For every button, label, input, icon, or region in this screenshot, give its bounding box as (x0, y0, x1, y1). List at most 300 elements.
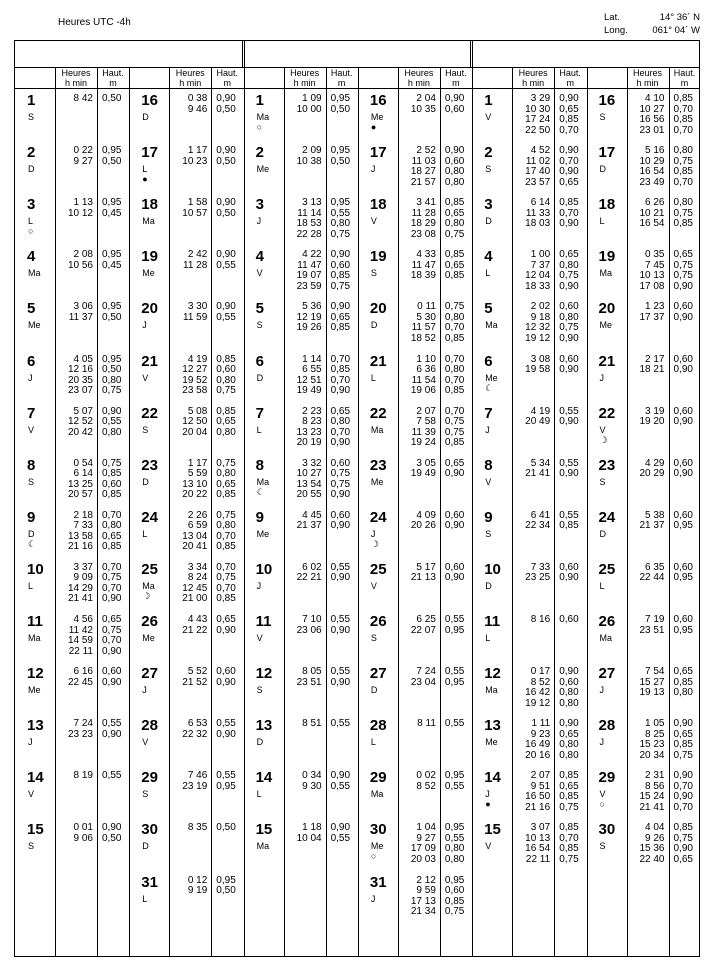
day-number: 7 (484, 404, 493, 422)
month-header-band (15, 41, 699, 68)
weekday-label: L (142, 528, 148, 539)
weekday-label: L (256, 789, 262, 800)
column-divider (284, 67, 285, 956)
month-header-cell (15, 41, 243, 67)
tide-times: 2 23 8 23 13 23 20 19 (296, 405, 322, 449)
tide-heights: 0,65 0,90 (216, 614, 236, 636)
day-number: 2 (27, 144, 36, 162)
tide-times: 8 19 (73, 770, 93, 782)
tide-heights: 0,85 0,75 0,90 0,65 (673, 822, 693, 865)
day-number: 23 (141, 456, 158, 474)
tide-heights: 0,90 0,65 0,85 (330, 301, 351, 334)
hours-label: Heures (518, 68, 548, 78)
weekday-label: Ma (256, 841, 270, 852)
day-number: 23 (598, 456, 616, 474)
height-column-header (554, 68, 586, 88)
tide-heights: 0,95 0,50 (102, 145, 122, 167)
weekday-label: Ma (142, 580, 155, 591)
weekday-label: Ma (599, 268, 613, 279)
day-number: 15 (484, 821, 501, 839)
first-quarter-icon: ☽ (599, 434, 608, 445)
weekday-label: Me (485, 737, 498, 748)
weekday-label: J (370, 528, 376, 539)
weekday-label: V (256, 633, 263, 643)
day-number: 11 (27, 613, 43, 630)
day-number: 1 (27, 92, 36, 109)
tide-times: 3 07 10 13 16 54 22 11 (525, 822, 551, 865)
tide-heights: 0,95 0,55 (444, 770, 465, 792)
weekday-label: D (599, 528, 606, 539)
tide-heights: 0,75 0,85 0,60 0,85 (102, 457, 122, 501)
tide-heights: 0,60 0,90 (673, 457, 693, 480)
first-quarter-icon: ☽ (370, 538, 379, 549)
tide-times: 3 08 19 58 (525, 353, 551, 375)
day-number: 4 (484, 248, 493, 266)
weekday-label: L (370, 737, 376, 748)
tide-heights: 0,55 0,95 (444, 614, 465, 636)
tide-heights: 0,85 0,70 0,85 0,75 (559, 822, 579, 865)
tide-times: 2 04 10 35 (410, 93, 436, 115)
weekday-label: Ma (28, 268, 41, 279)
weekday-label: D (485, 580, 492, 591)
tide-times: 4 22 11 47 19 07 23 59 (296, 249, 322, 292)
weekday-label: L (599, 580, 605, 591)
tide-times: 3 41 11 28 18 29 23 08 (410, 197, 436, 240)
day-number: 8 (484, 456, 493, 474)
tide-times: 5 36 12 19 19 26 (296, 301, 322, 334)
day-number: 12 (255, 665, 273, 683)
weekday-label: S (599, 841, 606, 852)
day-number: 14 (255, 769, 273, 787)
weekday-label: V (485, 841, 492, 852)
tide-heights: 0,55 0,90 (216, 718, 236, 740)
tide-heights: 0,90 0,50 (216, 93, 236, 115)
tide-times: 7 19 23 51 (639, 614, 665, 636)
new-moon-icon: ○ (370, 851, 377, 862)
day-number: 23 (369, 456, 387, 474)
tide-heights: 0,75 0,80 0,65 0,85 (216, 457, 236, 501)
day-number: 10 (255, 560, 273, 578)
day-number: 22 (141, 404, 158, 422)
h-min-label: h min (522, 78, 545, 88)
weekday-label: J (599, 685, 604, 696)
latitude-value: 14° 36´ N (659, 12, 700, 23)
tide-heights: 0,55 0,90 (330, 666, 351, 688)
weekday-label: L (256, 424, 262, 435)
day-number: 16 (141, 92, 158, 109)
tide-times: 2 26 6 59 13 04 20 41 (182, 509, 208, 553)
weekday-label: D (370, 320, 378, 331)
tide-heights: 0,60 0,90 (444, 561, 465, 584)
weekday-label: S (142, 789, 149, 800)
tide-times: 2 17 18 21 (639, 353, 665, 375)
tide-times: 0 22 9 27 (73, 145, 93, 167)
full-moon-icon: ● (142, 174, 148, 185)
tide-heights: 0,55 0,90 (559, 405, 579, 428)
tide-heights: 0,60 0,90 (330, 509, 351, 532)
day-number: 3 (27, 196, 36, 214)
tide-times: 0 54 6 14 13 25 20 57 (67, 457, 93, 501)
day-number: 9 (255, 508, 264, 526)
tide-heights: 0,55 0,90 (102, 718, 122, 740)
day-number: 12 (484, 665, 501, 683)
day-number: 20 (141, 300, 158, 318)
hours-column-header (398, 68, 440, 88)
tide-heights: 0,95 0,50 0,80 0,75 (102, 353, 122, 396)
column-divider (129, 67, 130, 956)
weekday-label: Ma (28, 633, 41, 643)
weekday-label: Ma (370, 424, 384, 435)
day-number: 21 (598, 352, 616, 370)
tide-heights: 0,60 0,95 (673, 614, 693, 636)
weekday-label: S (370, 633, 377, 643)
day-number: 5 (255, 300, 264, 318)
tide-heights: 0,60 0,90 (559, 561, 579, 584)
meters-label: m (452, 78, 460, 88)
day-number: 30 (141, 821, 158, 839)
day-number: 3 (255, 196, 264, 214)
weekday-label: Ma (142, 216, 155, 227)
tide-heights: 0,85 0,70 0,85 0,70 (673, 93, 693, 136)
tide-heights: 0,55 0,90 (330, 614, 351, 636)
tide-times: 0 35 7 45 10 13 17 08 (639, 249, 665, 292)
tide-times: 4 29 20 29 (639, 457, 665, 480)
weekday-label: J (256, 216, 262, 227)
day-number: 19 (598, 248, 616, 266)
weekday-label: D (370, 685, 378, 696)
height-column-header (326, 68, 358, 88)
day-number: 13 (255, 717, 273, 735)
full-moon-icon: ● (370, 122, 377, 132)
weekday-label: S (28, 841, 35, 852)
day-number: 5 (27, 300, 36, 318)
tide-heights: 0,90 0,65 0,85 0,70 (559, 93, 579, 136)
tide-times: 0 11 5 30 11 57 18 52 (410, 301, 436, 344)
tide-times: 5 52 21 52 (182, 666, 208, 688)
day-number: 17 (369, 144, 387, 162)
weekday-label: D (256, 737, 264, 748)
day-number: 4 (27, 248, 36, 266)
tide-times: 5 38 21 37 (639, 509, 665, 532)
tide-times: 4 10 10 27 16 56 23 01 (639, 93, 665, 136)
tide-times: 6 16 22 45 (67, 666, 93, 688)
weekday-label: Me (142, 633, 155, 643)
tide-times: 3 34 8 24 12 45 21 00 (182, 561, 208, 605)
day-number: 14 (484, 769, 501, 787)
weekday-label: V (599, 424, 606, 435)
tide-heights: 0,85 0,60 0,80 0,75 (216, 353, 236, 396)
tide-heights: 0,65 0,80 0,75 0,90 (559, 249, 579, 292)
weekday-label: J (256, 580, 262, 591)
weekday-label: S (256, 685, 263, 696)
tide-times: 7 33 23 25 (525, 561, 551, 584)
tide-times: 1 17 5 59 13 10 20 22 (182, 457, 208, 501)
day-number: 21 (141, 352, 158, 370)
weekday-label: D (28, 164, 35, 175)
tide-times: 0 12 9 19 (187, 874, 208, 896)
tide-times: 6 35 22 44 (639, 561, 665, 584)
tide-heights: 0,55 (330, 718, 351, 730)
tide-heights: 0,70 0,75 0,75 0,85 (444, 405, 465, 449)
tide-times: 1 23 17 37 (639, 301, 665, 323)
tide-heights: 0,50 (102, 93, 122, 104)
page-title: Heures UTC -4h (58, 17, 131, 28)
new-moon-icon: ○ (256, 122, 263, 132)
tide-times: 3 05 19 49 (410, 457, 436, 480)
tide-heights: 0,95 0,50 (216, 874, 236, 896)
tide-heights: 0,65 0,85 0,80 (673, 666, 693, 699)
tide-heights: 0,55 (444, 718, 465, 730)
day-number: 27 (598, 665, 616, 683)
new-moon-icon: ○ (28, 226, 34, 237)
tide-heights: 0,60 0,90 (444, 509, 465, 532)
day-number: 29 (369, 769, 387, 787)
tide-times: 0 38 9 46 (187, 93, 208, 115)
day-number: 22 (598, 404, 616, 422)
column-divider (554, 67, 555, 956)
tide-times: 5 34 21 41 (525, 457, 551, 480)
weekday-label: J (28, 372, 33, 383)
column-divider (512, 67, 513, 956)
tide-times: 2 18 7 33 13 58 21 16 (67, 509, 93, 553)
weekday-label: J (370, 164, 376, 175)
tide-heights: 0,85 0,65 0,85 (444, 249, 465, 282)
day-number: 26 (598, 613, 616, 630)
weekday-label: L (142, 164, 148, 175)
tide-heights: 0,75 0,80 0,70 0,85 (216, 509, 236, 553)
column-divider (97, 67, 98, 956)
column-divider (169, 67, 170, 956)
column-divider (627, 67, 628, 956)
hours-label: Heures (632, 68, 662, 78)
tide-times: 3 30 11 59 (183, 301, 208, 323)
weekday-label: J (28, 737, 33, 748)
weekday-label: S (28, 476, 35, 487)
tide-times: 0 17 8 52 16 42 19 12 (525, 666, 551, 709)
weekday-label: J (142, 320, 147, 331)
day-number: 24 (141, 508, 158, 526)
tide-times: 4 45 21 37 (296, 509, 322, 532)
tide-times: 7 24 23 23 (67, 718, 93, 740)
day-number: 11 (484, 613, 501, 630)
weekday-label: D (28, 528, 35, 539)
height-label: Haut. (559, 68, 581, 78)
day-number: 28 (369, 717, 387, 735)
longitude-value: 061° 04´ W (652, 25, 700, 36)
weekday-label: Me (28, 320, 41, 331)
full-moon-icon: ● (485, 799, 491, 810)
weekday-label: Me (370, 112, 384, 122)
tide-heights: 0,55 0,95 (216, 770, 236, 792)
tide-times: 4 09 20 26 (410, 509, 436, 532)
new-moon-icon: ○ (599, 799, 605, 810)
last-quarter-icon: ☾ (256, 486, 265, 497)
day-number: 15 (255, 821, 273, 839)
tide-heights: 0,90 0,70 0,90 0,70 (673, 770, 693, 813)
tide-times: 3 37 9 09 14 29 21 41 (67, 561, 93, 605)
tide-times: 0 34 9 30 (302, 770, 322, 792)
tide-times: 2 02 9 18 12 32 19 12 (525, 301, 551, 344)
tide-heights: 0,80 0,75 0,85 (673, 197, 693, 230)
tide-times: 7 46 23 19 (182, 770, 208, 792)
weekday-label: Me (485, 372, 498, 383)
day-number: 30 (369, 821, 387, 839)
height-label: Haut. (445, 68, 467, 78)
day-number: 6 (484, 352, 493, 370)
latitude-label: Lat. (604, 12, 620, 23)
day-number: 24 (369, 508, 387, 526)
tide-heights: 0,90 0,60 0,80 0,80 (559, 666, 579, 709)
tide-times: 2 09 10 38 (296, 145, 322, 167)
weekday-label: V (485, 112, 492, 122)
day-number: 3 (484, 196, 493, 214)
weekday-label: S (142, 424, 149, 435)
hours-column-header (169, 68, 211, 88)
tide-times: 4 05 12 16 20 35 23 07 (67, 353, 93, 396)
day-number: 20 (598, 300, 616, 318)
weekday-label: Me (370, 841, 384, 852)
tide-times: 2 08 10 56 (67, 249, 93, 271)
weekday-label: L (485, 268, 491, 279)
tide-heights: 0,70 0,75 0,70 0,85 (216, 561, 236, 605)
first-quarter-icon: ☽ (142, 590, 151, 601)
day-number: 9 (484, 508, 493, 526)
tide-times: 8 05 23 51 (296, 666, 322, 688)
tide-times: 1 17 10 23 (182, 145, 208, 167)
day-number: 8 (27, 456, 36, 474)
day-number: 12 (27, 665, 44, 683)
tide-times: 6 02 22 21 (296, 561, 322, 584)
weekday-label: Ma (485, 685, 498, 696)
day-number: 18 (369, 196, 387, 214)
tide-heights: 0,55 0,85 (559, 509, 579, 532)
tide-heights: 0,60 0,90 (673, 353, 693, 375)
weekday-label: Ma (599, 633, 613, 643)
column-divider (669, 67, 670, 956)
tide-heights: 0,65 0,90 (444, 457, 465, 480)
day-number: 29 (141, 769, 158, 787)
tide-times: 4 52 11 02 17 40 23 57 (525, 145, 551, 188)
weekday-label: J (599, 372, 604, 383)
height-label: Haut. (216, 68, 239, 78)
tide-heights: 0,90 0,55 (216, 249, 236, 271)
weekday-label: S (485, 528, 492, 539)
h-min-label: h min (407, 78, 430, 88)
height-column-header (211, 68, 243, 88)
day-number: 2 (484, 144, 493, 162)
weekday-label: V (599, 789, 606, 800)
weekday-label: D (142, 841, 149, 852)
day-number: 28 (598, 717, 616, 735)
weekday-label: S (599, 476, 606, 487)
hours-column-header (627, 68, 669, 88)
day-number: 20 (369, 300, 387, 318)
meters-label: m (566, 78, 574, 88)
weekday-label: S (256, 320, 263, 331)
weekday-label: D (142, 476, 149, 487)
day-number: 17 (598, 144, 616, 162)
weekday-label: V (256, 268, 263, 279)
day-number: 13 (27, 717, 44, 735)
tide-times: 6 25 22 07 (410, 614, 436, 636)
hours-label: Heures (61, 68, 91, 78)
weekday-label: D (142, 112, 149, 122)
tide-times: 2 31 8 56 15 24 21 41 (639, 770, 665, 813)
day-number: 26 (141, 613, 158, 630)
tide-heights: 0,50 (216, 822, 236, 834)
tide-heights: 0,90 0,55 (330, 822, 351, 844)
tide-times: 3 19 19 20 (639, 405, 665, 428)
weekday-label: V (28, 789, 35, 800)
tide-heights: 0,85 0,65 0,85 0,75 (559, 770, 579, 813)
height-label: Haut. (102, 68, 124, 78)
weekday-label: Ma (256, 112, 270, 122)
tide-heights: 0,60 0,95 (673, 561, 693, 584)
day-number: 14 (27, 769, 44, 787)
tide-times: 2 07 7 58 11 39 19 24 (410, 405, 436, 449)
last-quarter-icon: ☾ (28, 538, 37, 549)
tide-times: 8 42 (73, 93, 93, 104)
tide-times: 8 11 (417, 718, 436, 730)
tide-heights: 0,95 0,50 (102, 301, 122, 323)
tide-heights: 0,60 0,80 0,75 0,90 (559, 301, 579, 344)
tide-heights: 0,70 0,80 0,65 0,85 (102, 509, 122, 553)
weekday-label: D (485, 216, 492, 227)
tide-heights: 0,90 0,60 0,85 0,75 (330, 249, 351, 292)
tide-times: 8 51 (302, 718, 322, 730)
meters-label: m (680, 78, 689, 88)
month-header-cell (243, 41, 471, 67)
tide-table (14, 40, 700, 957)
column-divider (211, 67, 212, 956)
weekday-label: L (142, 893, 148, 904)
height-column-header (440, 68, 472, 88)
tide-heights: 0,90 0,55 0,80 (102, 405, 122, 438)
weekday-label: V (142, 737, 149, 748)
tide-times: 6 14 11 33 18 03 (525, 197, 551, 230)
weekday-label: L (599, 216, 605, 227)
weekday-label: Me (599, 320, 613, 331)
day-number: 25 (598, 560, 616, 578)
weekday-label: Me (28, 685, 41, 696)
tide-times: 5 07 12 52 20 42 (67, 405, 93, 438)
tide-times: 4 19 12 27 19 52 23 58 (182, 353, 208, 396)
tide-times: 0 02 8 52 (416, 770, 436, 792)
tide-times: 1 10 6 36 11 54 19 06 (410, 353, 436, 396)
tide-heights: 0,60 0,90 (216, 666, 236, 688)
tide-heights: 0,60 (559, 614, 579, 625)
tide-heights: 0,95 0,55 0,80 0,80 (444, 822, 465, 865)
day-number: 28 (141, 717, 158, 735)
weekday-label: V (485, 476, 492, 487)
weekday-label: V (370, 580, 377, 591)
weekday-label: S (599, 112, 606, 122)
day-number: 25 (369, 560, 387, 578)
day-number: 6 (255, 352, 264, 370)
day-number: 30 (598, 821, 616, 839)
tide-times: 8 35 (187, 822, 208, 834)
tide-heights: 0,90 0,50 (102, 822, 122, 844)
tide-times: 7 54 15 27 19 13 (639, 666, 665, 699)
tide-times: 4 43 21 22 (182, 614, 208, 636)
weekday-label: V (142, 372, 149, 383)
day-number: 11 (255, 613, 272, 630)
tide-heights: 0,95 0,45 (102, 249, 122, 271)
tide-heights: 0,55 (102, 770, 122, 782)
tide-heights: 0,55 0,90 (559, 457, 579, 480)
weekday-label: L (28, 580, 34, 591)
tide-times: 7 24 23 04 (410, 666, 436, 688)
